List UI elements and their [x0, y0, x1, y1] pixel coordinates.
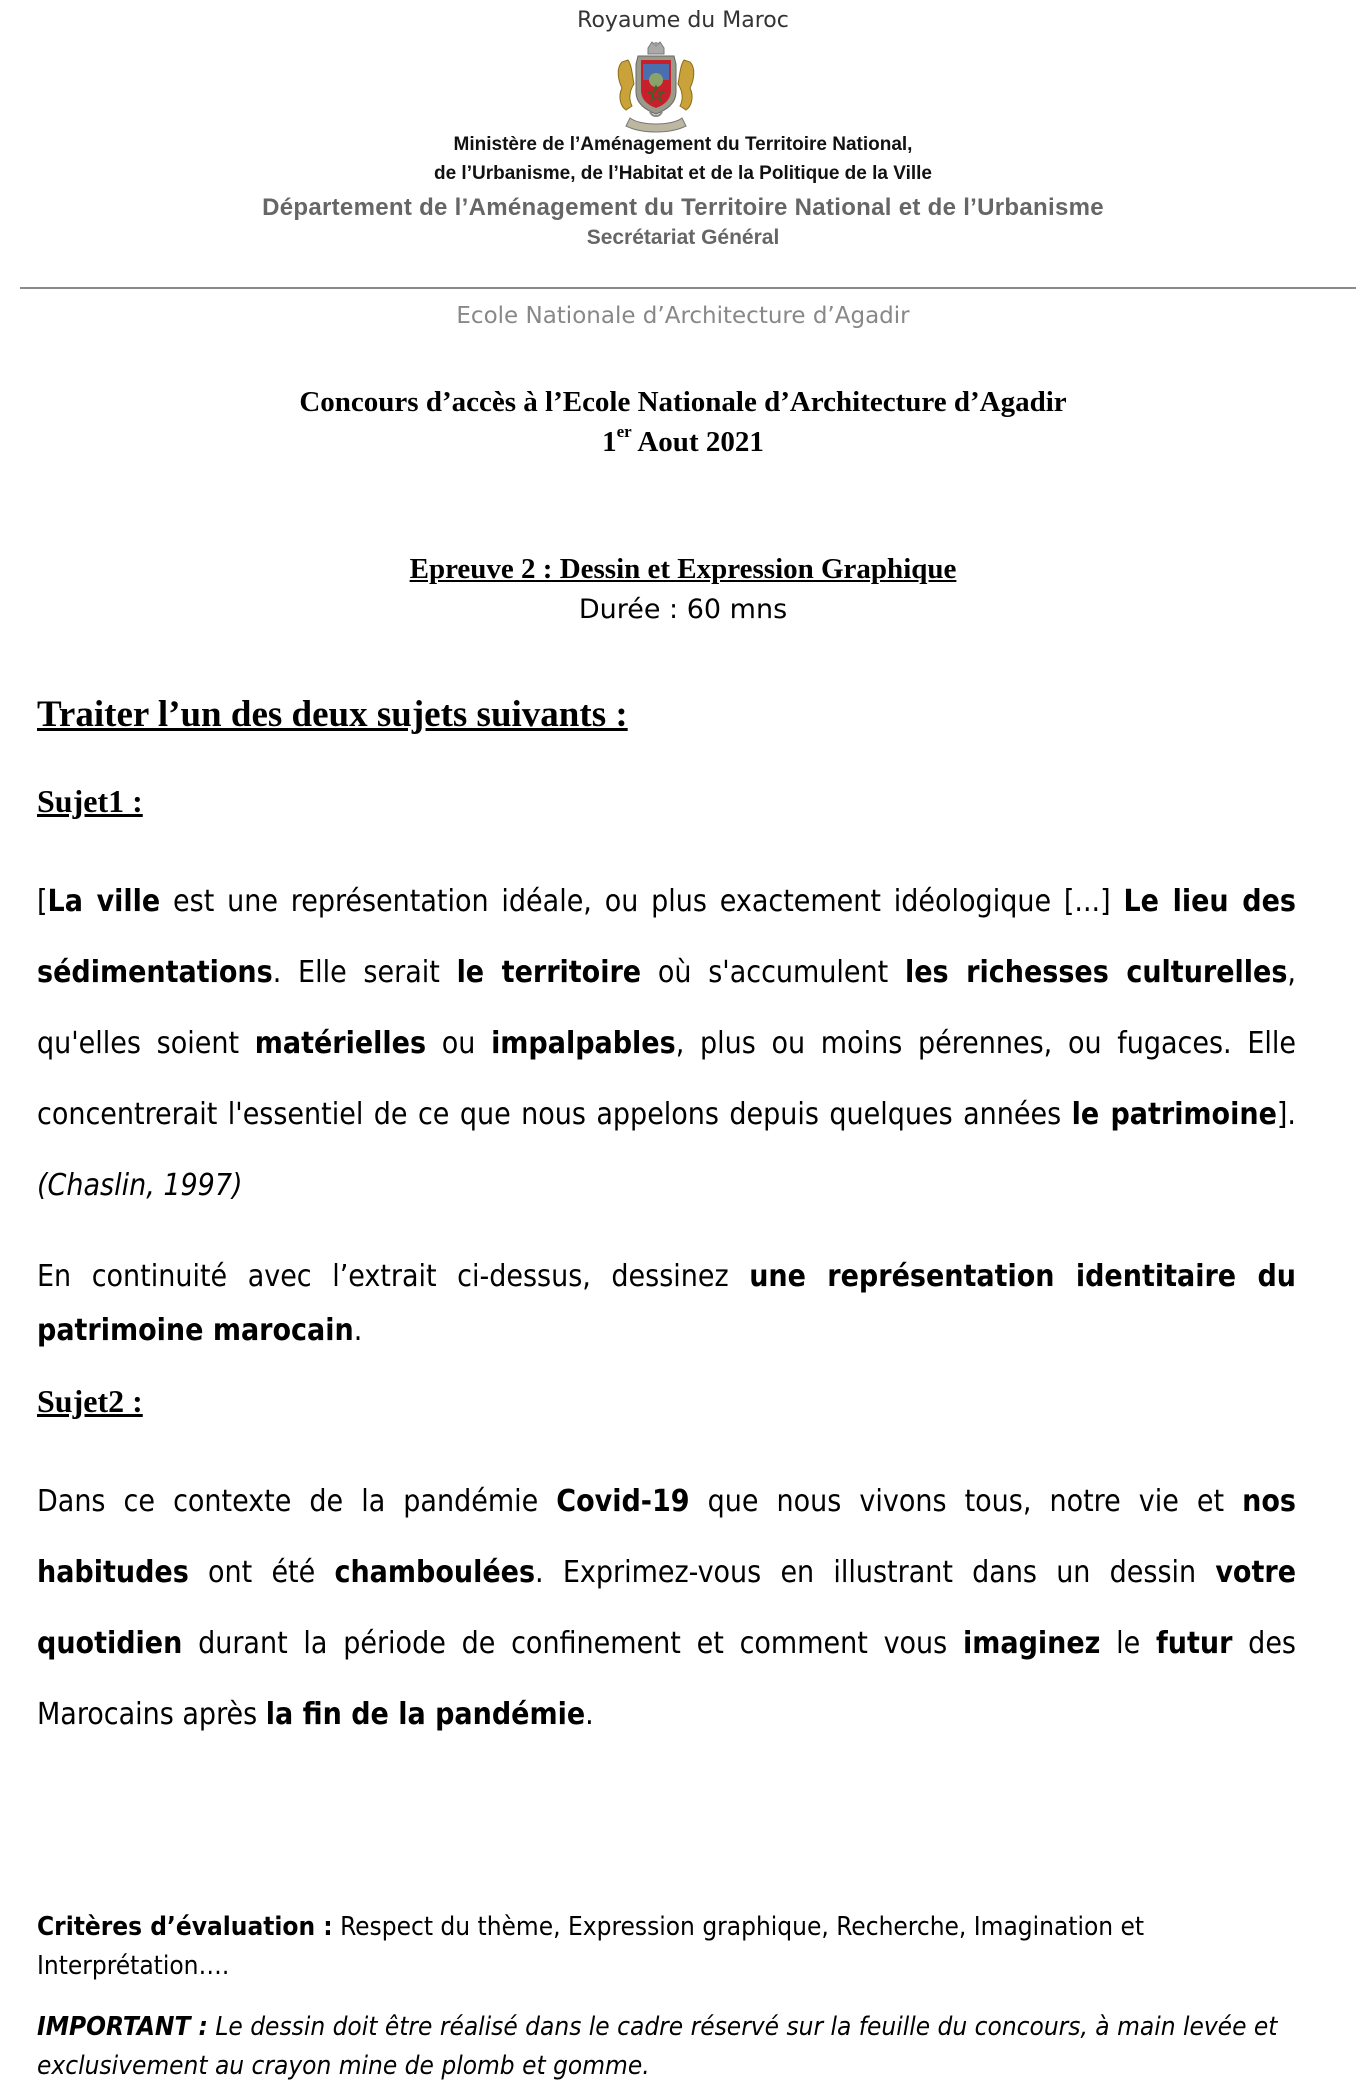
text-run: ]. — [1276, 1097, 1296, 1132]
sujet2-text — [37, 1466, 1296, 1750]
kingdom-label: Royaume du Maroc — [577, 8, 789, 33]
instructions-heading: Traiter l’un des deux sujets suivants : — [37, 694, 628, 735]
sujet1-heading: Sujet1 : — [37, 783, 143, 819]
ministry-line-1: Ministère de l’Aménagement du Territoire National, — [453, 134, 913, 155]
text-run: une représentation identitaire du patrimoine marocain — [37, 1259, 1296, 1348]
text-run: impalpables — [491, 1026, 676, 1061]
text-run: . Elle serait — [272, 955, 457, 990]
date-ordinal: er — [616, 422, 632, 441]
secretariat-label: Secrétariat Général — [586, 226, 780, 249]
text-run: chamboulées — [334, 1555, 536, 1590]
text-run: Covid-19 — [556, 1484, 690, 1519]
text-run: La ville — [47, 884, 161, 919]
sujet1-instruction — [37, 1250, 1296, 1358]
text-run: , qu'elles soient — [37, 955, 1296, 1061]
text-run: matérielles — [254, 1026, 427, 1061]
department-label: Département de l’Aménagement du Territoire National et de l’Urbanisme — [262, 194, 1104, 221]
exam-date — [0, 422, 1366, 459]
text-run: ou — [426, 1026, 492, 1061]
coat-of-arms-icon — [610, 40, 702, 135]
text-run: des Marocains après — [37, 1626, 1296, 1732]
exam-title: Concours d’accès à l’Ecole Nationale d’Architecture d’Agadir — [299, 386, 1067, 418]
text-run: est une représentation idéale, ou plus exactement idéologique [...] — [160, 884, 1124, 919]
text-run: , plus ou moins pérennes, ou fugaces. Elle concentrerait l'essentiel de ce que nous appelons depuis quelques années — [37, 1026, 1296, 1132]
text-run: (Chaslin, 1997) — [37, 1168, 243, 1203]
text-run: En continuité avec l’extrait ci-dessus, dessinez — [37, 1259, 750, 1294]
evaluation-criteria — [37, 1908, 1296, 1986]
text-run: le territoire — [456, 955, 642, 990]
school-name: Ecole Nationale d’Architecture d’Agadir — [456, 303, 910, 329]
text-run: durant la période de confinement et comment vous — [182, 1626, 963, 1661]
duration-label: Durée : 60 mns — [578, 594, 788, 625]
important-text: Le dessin doit être réalisé dans le cadre réservé sur la feuille du concours, à main levée et exclusivement au crayon mine de plomb et gomme. — [37, 2012, 1278, 2081]
sujet1-quote — [37, 866, 1296, 1221]
criteria-text: Respect du thème, Expression graphique, Recherche, Imagination et Interprétation…. — [37, 1912, 1145, 1981]
date-day: 1 — [602, 426, 617, 458]
criteria-label: Critères d’évaluation : — [37, 1912, 333, 1942]
text-run: . — [353, 1313, 363, 1348]
text-run: Dans ce contexte de la pandémie — [37, 1484, 557, 1519]
text-run: où s'accumulent — [641, 955, 905, 990]
text-run: futur — [1156, 1626, 1233, 1661]
important-label: IMPORTANT : — [37, 2012, 208, 2042]
epreuve-title — [0, 553, 1366, 586]
text-run: le patrimoine — [1071, 1097, 1277, 1132]
text-run: la fin de la pandémie — [265, 1697, 586, 1732]
text-run: . Exprimez-vous en illustrant dans un dessin — [535, 1555, 1216, 1590]
epreuve-label: Epreuve 2 : Dessin et Expression Graphique — [409, 553, 957, 585]
text-run: Le lieu des sédimentations — [37, 884, 1296, 990]
sujet2-heading: Sujet2 : — [37, 1383, 143, 1419]
text-run: ont été — [188, 1555, 335, 1590]
text-run: imaginez — [963, 1626, 1101, 1661]
text-run: . — [585, 1697, 594, 1732]
text-run: que nous vivons tous, notre vie et — [689, 1484, 1243, 1519]
text-run: nos habitudes — [37, 1484, 1296, 1590]
important-note — [37, 2008, 1296, 2086]
header-divider — [20, 287, 1356, 289]
text-run: [ — [37, 884, 48, 919]
date-month-year: Aout 2021 — [631, 426, 764, 458]
text-run: le — [1100, 1626, 1157, 1661]
ministry-line-2: de l’Urbanisme, de l’Habitat et de la Politique de la Ville — [433, 163, 932, 184]
text-run: votre quotidien — [37, 1555, 1297, 1661]
text-run: les richesses culturelles — [904, 955, 1288, 990]
